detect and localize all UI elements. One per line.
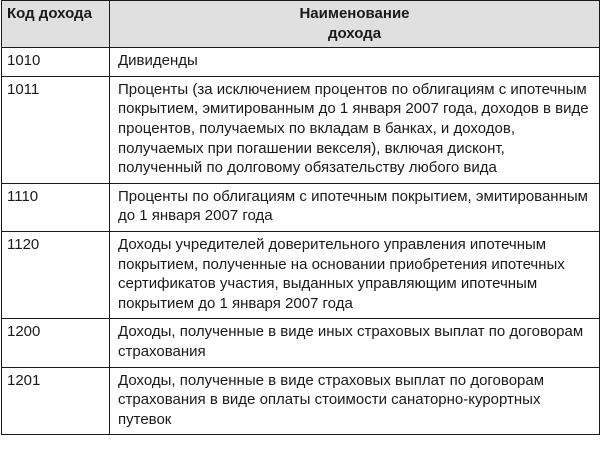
income-name-cell: Доходы, полученные в виде страховых выплат по договорам страхования в виде оплаты стоимости санаторно-курортных путевок [110, 367, 600, 435]
column-header-name-line2: дохода [327, 24, 382, 42]
table-row [2, 76, 600, 183]
column-header-code: Код дохода [2, 1, 110, 48]
income-code-cell: 1201 [2, 367, 110, 435]
table-body [2, 48, 600, 435]
income-name-cell: Дивиденды [110, 48, 600, 77]
income-code-cell: 1200 [2, 319, 110, 367]
income-code-cell: 1011 [2, 76, 110, 183]
table-row [2, 319, 600, 367]
income-name-cell: Проценты по облигациям с ипотечным покрытием, эмитированным до 1 января 2007 года [110, 183, 600, 231]
table-header [2, 1, 600, 48]
column-header-name [110, 1, 600, 48]
income-name-cell: Проценты (за исключением процентов по облигациям с ипотечным покрытием, эмитированным до 1 января 2007 года, доходов в виде процентов, получаемых по вкладам в банках, и доходов, получаемых при погашении векселя), включая дисконт, полученный по долговому обязательству любого вида [110, 76, 600, 183]
table-row [2, 183, 600, 231]
income-name-cell: Доходы, полученные в виде иных страховых выплат по договорам страхования [110, 319, 600, 367]
income-name-cell: Доходы учредителей доверительного управления ипотечным покрытием, полученные на основании приобретения ипотечных сертификатов участия, выданных управляющим ипотечным покрытием до 1 января 2007 года [110, 231, 600, 318]
table-row [2, 48, 600, 77]
column-header-name-line1: Наименование [299, 5, 410, 22]
header-row [2, 1, 600, 48]
income-codes-table [1, 0, 600, 435]
table-row [2, 367, 600, 435]
income-code-cell: 1110 [2, 183, 110, 231]
table-row [2, 231, 600, 318]
income-code-cell: 1120 [2, 231, 110, 318]
income-code-cell: 1010 [2, 48, 110, 77]
